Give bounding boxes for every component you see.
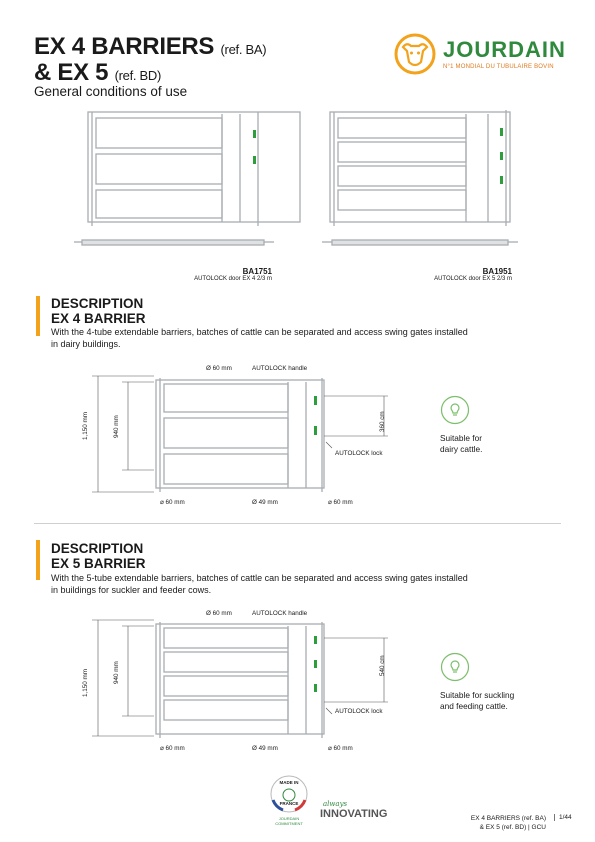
product-label: AUTOLOCK door EX 5 2/3 m (434, 276, 512, 282)
ex4-bottom-mid: Ø 49 mm (252, 499, 278, 506)
lightbulb-icon (440, 395, 470, 425)
ex5-dimension-drawing (84, 608, 414, 758)
ex4-suitable-line1: Suitable for (440, 433, 482, 443)
page-subtitle: General conditions of use (34, 84, 188, 99)
cow-head-icon (393, 32, 437, 76)
title-text-1: EX 4 BARRIERS (34, 33, 215, 60)
product-drawings (60, 104, 540, 264)
ex4-bottom-left: ⌀ 60 mm (160, 499, 185, 506)
section1-heading1: DESCRIPTION (51, 296, 144, 311)
logo-tagline: N°1 MONDIAL DU TUBULAIRE BOVIN (443, 64, 554, 70)
section-accent-bar (36, 540, 40, 580)
badge-caption-1: JOURDAIN (278, 816, 300, 821)
section-accent-bar (36, 296, 40, 336)
title-ref-1: (ref. BA) (220, 42, 267, 57)
ex5-height-inner: 940 mm (113, 661, 120, 684)
lightbulb-icon (440, 652, 470, 682)
ex4-height-inner: 940 mm (113, 415, 120, 438)
ex4-dimension-drawing (84, 362, 414, 512)
product-code: BA1751 (242, 267, 272, 276)
made-in-france-badge (264, 774, 314, 830)
section2-heading2: EX 5 BARRIER (51, 556, 146, 571)
section1-text-line2: in dairy buildings. (51, 339, 121, 349)
ex5-suitable-line1: Suitable for suckling (440, 690, 515, 700)
footer-reference (430, 814, 546, 832)
title-text-2: & EX 5 (34, 59, 109, 86)
section2-heading1: DESCRIPTION (51, 541, 144, 556)
section1-heading2: EX 4 BARRIER (51, 311, 146, 326)
title-ref-2: (ref. BD) (114, 68, 162, 83)
always-innovating-logo (320, 800, 410, 824)
ex5-gate-height: 540 cm (379, 655, 386, 676)
section2-text-line2: in buildings for suckler and feeder cows. (51, 585, 212, 595)
logo-name: JOURDAIN (443, 37, 566, 62)
ex5-top-diameter: Ø 60 mm (206, 610, 232, 617)
product-label: AUTOLOCK door EX 4 2/3 m (194, 276, 272, 282)
ex4-bottom-right: ⌀ 60 mm (328, 499, 353, 506)
jourdain-logo (393, 32, 568, 80)
section1-description (51, 326, 468, 350)
ex5-bottom-right: ⌀ 60 mm (328, 745, 353, 752)
ex5-height-total: 1,150 mm (82, 669, 89, 697)
innovating-small: always (323, 800, 348, 808)
badge-top-text: MADE IN (279, 780, 299, 785)
product-caption-ba1751 (170, 267, 272, 282)
badge-bottom-text: FRANCE (279, 801, 299, 806)
footer-ref-line2: & EX 5 (ref. BD) | GCU (479, 824, 546, 831)
ex5-suitable-caption (440, 690, 514, 712)
page-number: 1/44 (554, 814, 572, 821)
product-caption-ba1951 (410, 267, 512, 282)
section2-description (51, 572, 468, 596)
ex5-bottom-mid: Ø 49 mm (252, 745, 278, 752)
section-divider (34, 523, 561, 524)
ex5-suitable-line2: and feeding cattle. (440, 701, 508, 711)
ex5-bottom-left: ⌀ 60 mm (160, 745, 185, 752)
badge-caption-2: COMMITMENT (275, 821, 303, 826)
section2-text-line1: With the 5-tube extendable barriers, batches of cattle can be separated and access swing gates installed (51, 573, 468, 583)
section1-text-line1: With the 4-tube extendable barriers, batches of cattle can be separated and access swing gates installed (51, 327, 468, 337)
ex4-height-total: 1,150 mm (82, 412, 89, 440)
ex4-gate-height: 360 cm (379, 411, 386, 432)
ex4-suitable-caption (440, 433, 482, 455)
ex4-handle-label: AUTOLOCK handle (252, 365, 308, 372)
ex4-lock-label: AUTOLOCK lock (335, 450, 383, 457)
ex5-handle-label: AUTOLOCK handle (252, 610, 308, 617)
ex4-top-diameter: Ø 60 mm (206, 365, 232, 372)
footer-ref-line1: EX 4 BARRIERS (ref. BA) (470, 815, 546, 822)
innovating-big: INNOVATING (320, 808, 388, 820)
ex4-suitable-line2: dairy cattle. (440, 444, 483, 454)
ex5-lock-label: AUTOLOCK lock (335, 708, 383, 715)
product-code: BA1951 (482, 267, 512, 276)
